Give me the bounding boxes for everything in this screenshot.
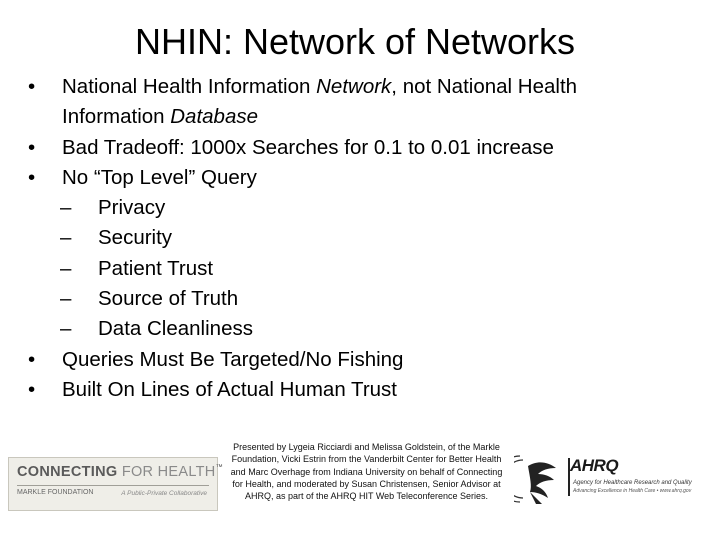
ahrq-logo-tagline: Advancing Excellence in Health Care • www.ahrq.gov xyxy=(573,488,692,494)
ahrq-logo xyxy=(568,456,714,502)
bullet-text-part: National Health Information xyxy=(62,75,317,98)
cfh-logo-tm: ™ xyxy=(215,464,223,471)
bullet-glyph: • xyxy=(28,377,36,401)
bullet-text-part: , not National Health xyxy=(391,75,578,98)
slide-title: NHIN: Network of Networks xyxy=(134,21,576,62)
bullet-glyph: • xyxy=(28,135,36,159)
sub-bullet-item xyxy=(28,284,698,314)
bullet-item xyxy=(28,163,698,193)
ahrq-logo-subtitle: Agency for Healthcare Research and Quality xyxy=(573,480,692,486)
bullet-item xyxy=(28,72,698,133)
dash-glyph: – xyxy=(60,287,72,311)
bullet-item xyxy=(28,133,698,163)
dash-glyph: – xyxy=(60,226,72,250)
bullet-text xyxy=(62,75,698,133)
sub-bullet-text: Source of Truth xyxy=(98,287,239,311)
bullet-list xyxy=(28,72,698,405)
bullet-text: No “Top Level” Query xyxy=(62,165,257,189)
cfh-logo-org: MARKLE FOUNDATION xyxy=(17,489,94,496)
bullet-text: Built On Lines of Actual Human Trust xyxy=(62,377,397,401)
bullet-glyph: • xyxy=(28,165,36,189)
bullet-glyph: • xyxy=(28,347,36,371)
bullet-text-part: Information xyxy=(62,105,171,129)
footer xyxy=(0,438,720,538)
cfh-logo-bold: CONNECTING xyxy=(17,464,118,480)
sub-bullet-item xyxy=(28,193,698,223)
dash-glyph: – xyxy=(60,317,72,341)
bullet-text-emphasis: Database xyxy=(170,105,259,129)
sub-bullet-text: Security xyxy=(98,226,173,250)
dash-glyph: – xyxy=(60,196,72,220)
bullet-glyph: • xyxy=(28,75,36,98)
sub-bullet-text: Patient Trust xyxy=(98,256,214,280)
ahrq-logo-name: AHRQ xyxy=(570,456,619,475)
cfh-logo-tagline: A Public-Private Collaborative xyxy=(121,490,207,497)
sub-bullet-item xyxy=(28,254,698,284)
presenter-credit: Presented by Lygeia Ricciardi and Melissa Goldstein, of the Markle Foundation, Vicki Estrin from the Vanderbilt Center for Better Health and Marc Overhage from Indiana University on behalf of Connecting for Health, and moderated by Susan Christensen, Senior Advisor at AHRQ, as part of the AHRQ HIT Web Teleconference Series. xyxy=(230,442,503,502)
sub-bullet-item xyxy=(28,223,698,253)
bullet-text: Queries Must Be Targeted/No Fishing xyxy=(62,347,404,371)
bullet-text-emphasis: Network xyxy=(316,75,392,98)
cfh-logo-wordmark xyxy=(17,464,223,480)
bullet-text: Bad Tradeoff: 1000x Searches for 0.1 to 0.01 increase xyxy=(62,135,554,159)
bullet-item xyxy=(28,375,698,405)
connecting-for-health-logo xyxy=(8,457,223,511)
sub-bullet-text: Data Cleanliness xyxy=(98,317,253,341)
dash-glyph: – xyxy=(60,256,72,280)
cfh-logo-org-row xyxy=(17,485,209,496)
hhs-eagle-logo-icon xyxy=(514,446,562,512)
bullet-text-continuation xyxy=(62,102,698,132)
sub-bullet-text: Privacy xyxy=(98,196,166,220)
sub-bullet-item xyxy=(28,314,698,344)
bullet-item xyxy=(28,345,698,375)
cfh-logo-light: FOR HEALTH xyxy=(117,464,216,480)
